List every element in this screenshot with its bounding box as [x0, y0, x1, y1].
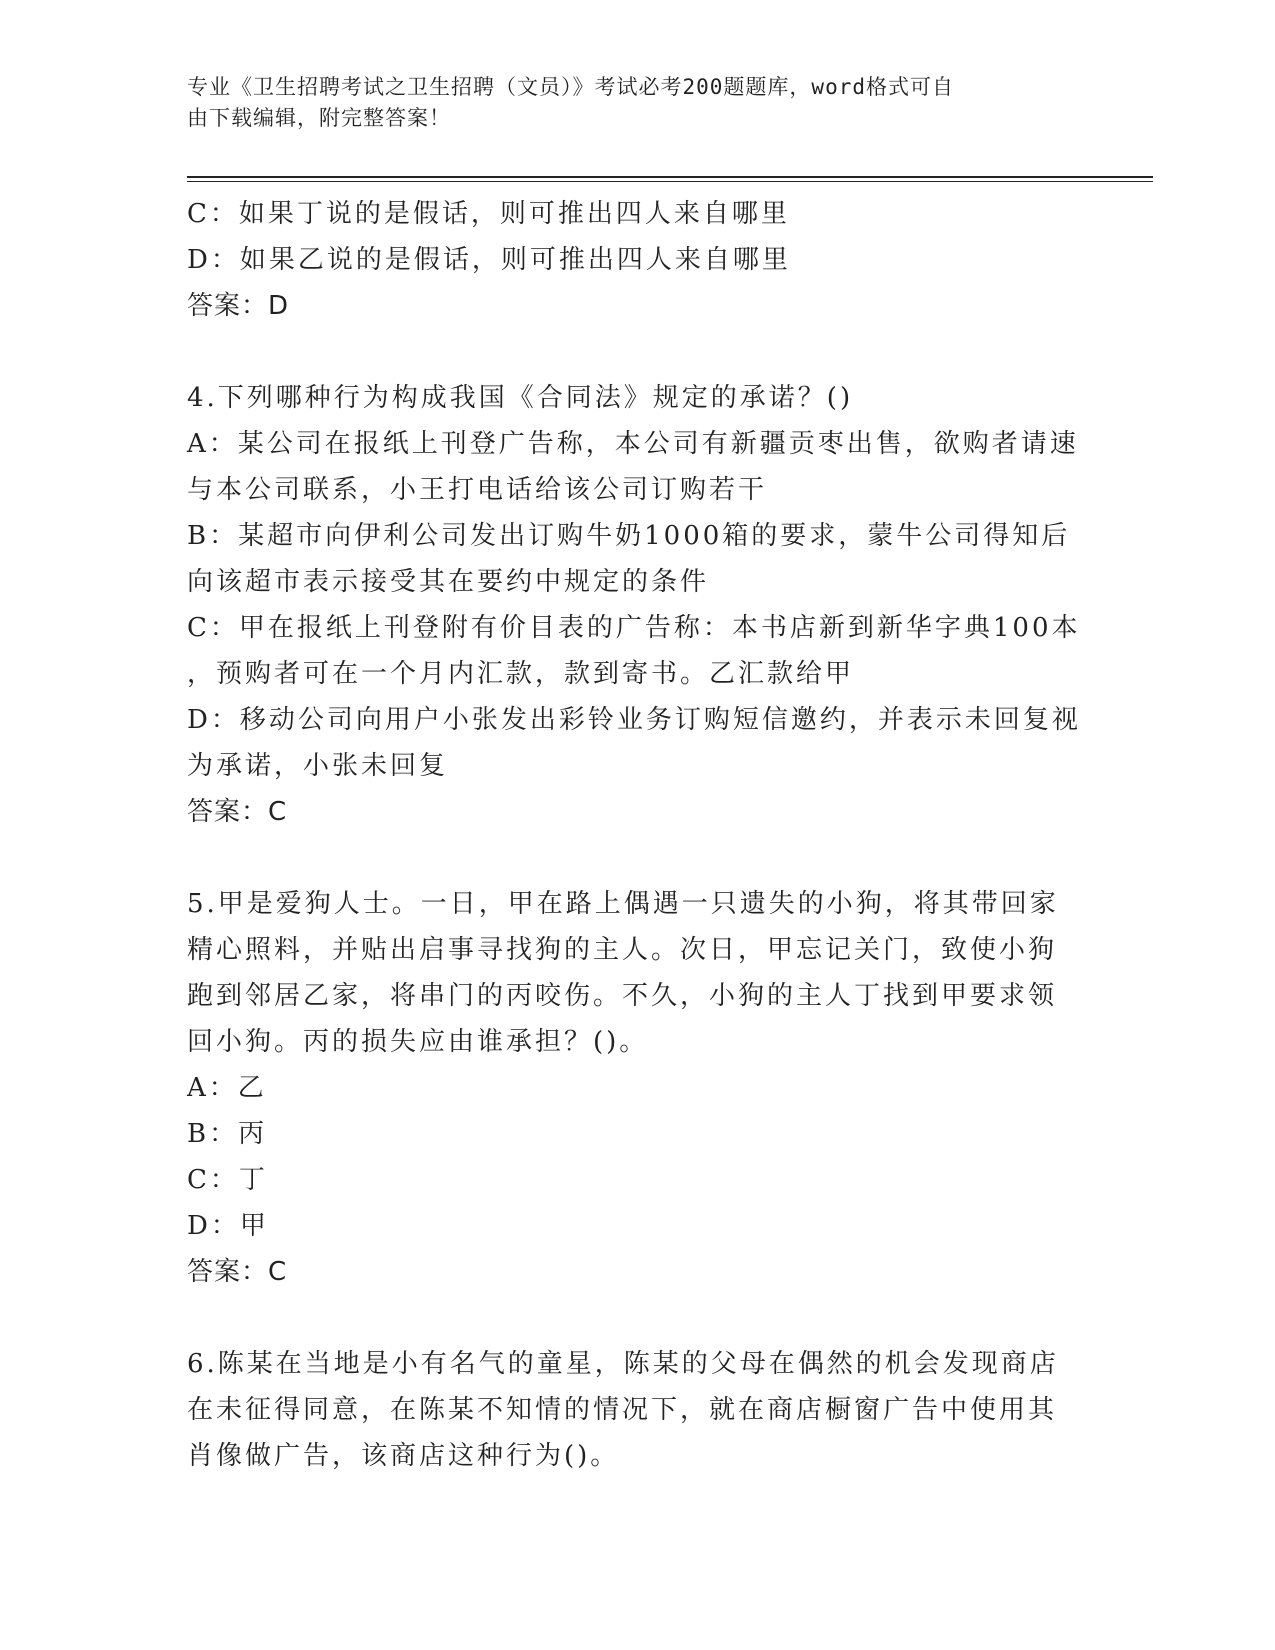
header-line-2: 由下载编辑，附完整答案！ — [187, 106, 451, 130]
question-stem-continued: 肖像做广告，该商店这种行为()。 — [187, 1441, 620, 1471]
spacer — [187, 329, 1087, 375]
answer: 答案：D — [187, 291, 290, 321]
question-stem: 6.陈某在当地是小有名气的童星，陈某的父母在偶然的机会发现商店 — [187, 1349, 1059, 1379]
question-stem: 5.甲是爱狗人士。一日，甲在路上偶遇一只遗失的小狗，将其带回家 — [187, 889, 1059, 919]
option-b: B：丙 — [187, 1119, 268, 1149]
question-stem-continued: 精心照料，并贴出启事寻找狗的主人。次日，甲忘记关门，致使小狗 — [187, 935, 1058, 965]
option-d-continued: 为承诺，小张未回复 — [187, 751, 449, 781]
spacer — [187, 835, 1087, 881]
question-stem-continued: 跑到邻居乙家，将串门的丙咬伤。不久，小狗的主人丁找到甲要求领 — [187, 981, 1058, 1011]
option-d: D：如果乙说的是假话，则可推出四人来自哪里 — [187, 245, 791, 275]
document-header — [187, 72, 1087, 134]
document-body — [187, 191, 1087, 1479]
question-stem: 4.下列哪种行为构成我国《合同法》规定的承诺？() — [187, 383, 854, 413]
option-d: D：甲 — [187, 1211, 269, 1241]
question-stem-continued: 在未征得同意，在陈某不知情的情况下，就在商店橱窗广告中使用其 — [187, 1395, 1058, 1425]
previous-question-tail — [187, 191, 1087, 329]
option-c: C：甲在报纸上刊登附有价目表的广告称：本书店新到新华字典100本 — [187, 613, 1081, 643]
header-line-1: 专业《卫生招聘考试之卫生招聘（文员）》考试必考200题题库，word格式可自 — [187, 75, 954, 99]
option-d: D：移动公司向用户小张发出彩铃业务订购短信邀约，并表示未回复视 — [187, 705, 1081, 735]
spacer — [187, 1295, 1087, 1341]
question-5 — [187, 881, 1087, 1295]
option-c: C：丁 — [187, 1165, 268, 1195]
answer: 答案：C — [187, 1257, 288, 1287]
option-b-continued: 向该超市表示接受其在要约中规定的条件 — [187, 567, 710, 597]
answer: 答案：C — [187, 797, 288, 827]
option-b: B：某超市向伊利公司发出订购牛奶1000箱的要求，蒙牛公司得知后 — [187, 521, 1071, 551]
option-c-continued: ，预购者可在一个月内汇款，款到寄书。乙汇款给甲 — [187, 659, 855, 689]
option-a: A：乙 — [187, 1073, 267, 1103]
option-c: C：如果丁说的是假话，则可推出四人来自哪里 — [187, 199, 790, 229]
question-6 — [187, 1341, 1087, 1479]
option-a: A：某公司在报纸上刊登广告称，本公司有新疆贡枣出售，欲购者请速 — [187, 429, 1079, 459]
header-divider-thin — [187, 181, 1153, 182]
option-a-continued: 与本公司联系，小王打电话给该公司订购若干 — [187, 475, 768, 505]
question-4 — [187, 375, 1087, 835]
header-divider-thick — [187, 176, 1153, 178]
question-stem-continued: 回小狗。丙的损失应由谁承担？()。 — [187, 1027, 649, 1057]
